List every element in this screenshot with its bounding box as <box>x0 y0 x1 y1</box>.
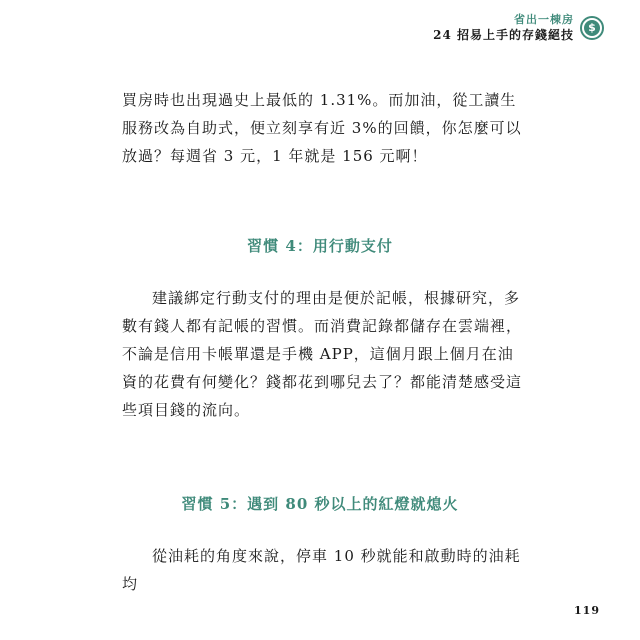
running-head <box>433 12 604 43</box>
paragraph-mobile-payment: 建議綁定行動支付的理由是便於記帳，根據研究，多數有錢人都有記帳的習慣。而消費記錄都儲存在雲端裡，不論是信用卡帳單還是手機 APP，這個月跟上個月在油資的花費有何變化？錢都花到哪兒去了？都能清楚感受這些項目錢的流向。 <box>122 289 523 419</box>
book-title: 省出一棟房 <box>514 13 574 26</box>
dollar-coin-icon <box>580 16 604 40</box>
dollar-glyph: $ <box>584 20 600 36</box>
running-head-text <box>433 12 574 43</box>
page-number: 119 <box>574 604 600 617</box>
section-heading-habit-4: 習慣 4：用行動支付 <box>247 237 393 255</box>
paragraph-idle-fuel: 從油耗的角度來說，停車 10 秒就能和啟動時的油耗均 <box>122 547 521 593</box>
paragraph-savings-examples: 買房時也出現過史上最低的 1.31%。而加油，從工讀生服務改為自助式，便立刻享有近 3%的回饋，你怎麼可以放過？每週省 3 元，1 年就是 156 元啊！ <box>122 91 522 165</box>
section-heading-habit-5: 習慣 5：遇到 80 秒以上的紅燈就熄火 <box>181 495 459 513</box>
book-subtitle: 24 招易上手的存錢絕技 <box>433 28 574 42</box>
